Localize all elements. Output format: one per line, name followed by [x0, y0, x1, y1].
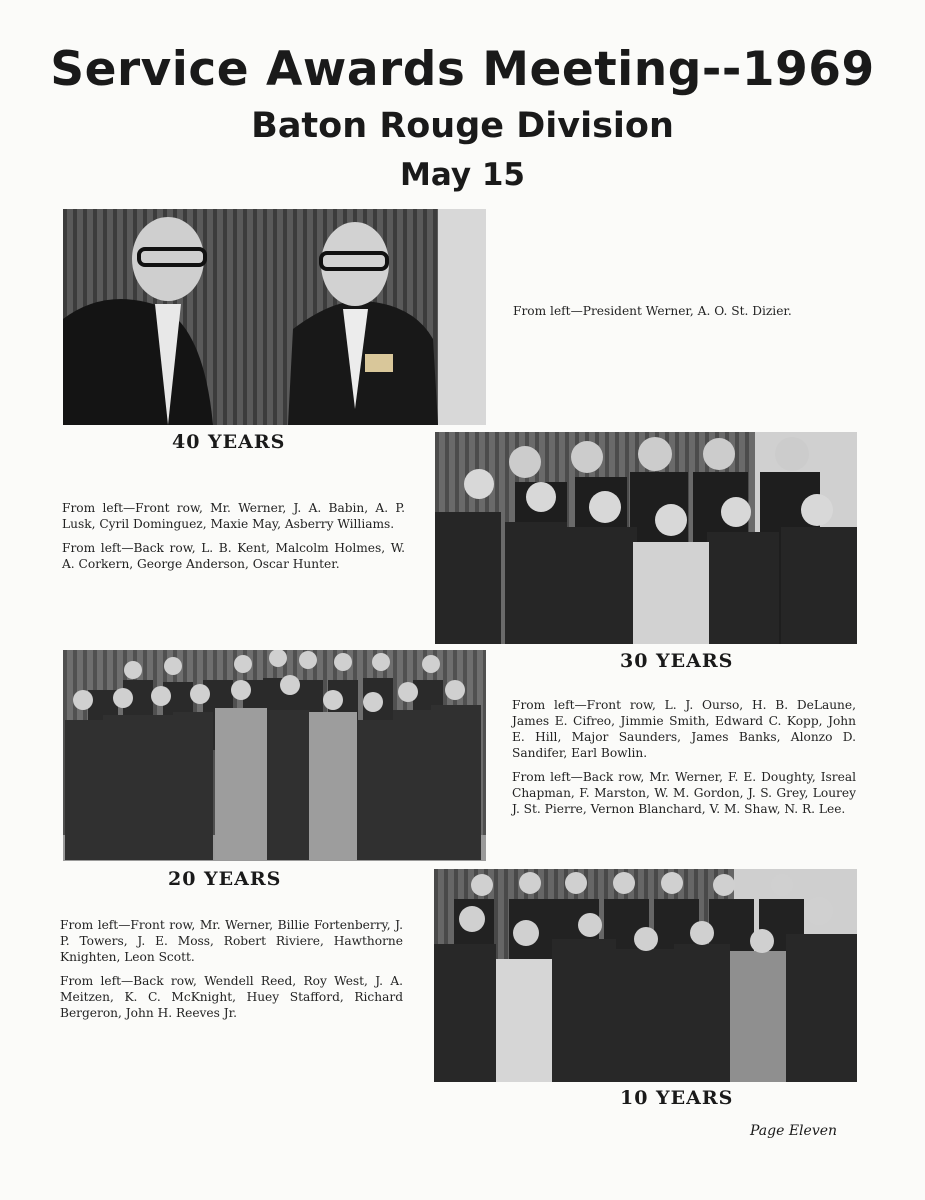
caption-40-years [62, 500, 405, 580]
page-title: Service Awards Meeting--1969 [50, 42, 875, 97]
section-label-10-years: 10 YEARS [620, 1087, 734, 1109]
photo-20-years [434, 869, 857, 1082]
section-label-40-years: 40 YEARS [172, 431, 286, 453]
front-row-20: From left—Front row, Mr. Werner, Billie Fortenberry, J. P. Towers, J. E. Moss, Robert Riviere, Hawthorne Knighten, Leon Scott. [60, 918, 403, 964]
back-row-30: From left—Back row, Mr. Werner, F. E. Doughty, Isreal Chapman, F. Marston, W. M. Gordon, J. S. Grey, Lourey J. St. Pierre, Vernon Blanchard, V. M. Shaw, N. R. Lee. [512, 770, 856, 816]
photo-40-years [435, 432, 857, 644]
caption-20-years [60, 917, 403, 1029]
section-label-30-years: 30 YEARS [620, 650, 734, 672]
section-label-20-years: 20 YEARS [168, 868, 282, 890]
page-number: Page Eleven [750, 1123, 838, 1139]
back-row-20: From left—Back row, Wendell Reed, Roy West, J. A. Meitzen, K. C. McKnight, Huey Stafford, Richard Bergeron, John H. Reeves Jr. [60, 974, 403, 1020]
front-row-40: From left—Front row, Mr. Werner, J. A. Babin, A. P. Lusk, Cyril Dominguez, Maxie May, Asberry Williams. [62, 501, 405, 531]
division-subtitle: Baton Rouge Division [251, 106, 674, 146]
photo-president-werner [63, 209, 486, 425]
top-caption: From left—President Werner, A. O. St. Dizier. [513, 304, 792, 318]
meeting-date: May 15 [400, 157, 525, 193]
front-row-30: From left—Front row, L. J. Ourso, H. B. DeLaune, James E. Cifreo, Jimmie Smith, Edward C. Kopp, John E. Hill, Major Saunders, James Banks, Alonzo D. Sandifer, Earl Bowlin. [512, 698, 856, 760]
back-row-40: From left—Back row, L. B. Kent, Malcolm Holmes, W. A. Corkern, George Anderson, Oscar Hunter. [62, 541, 405, 571]
caption-30-years [512, 697, 856, 825]
photo-30-years [63, 650, 486, 861]
